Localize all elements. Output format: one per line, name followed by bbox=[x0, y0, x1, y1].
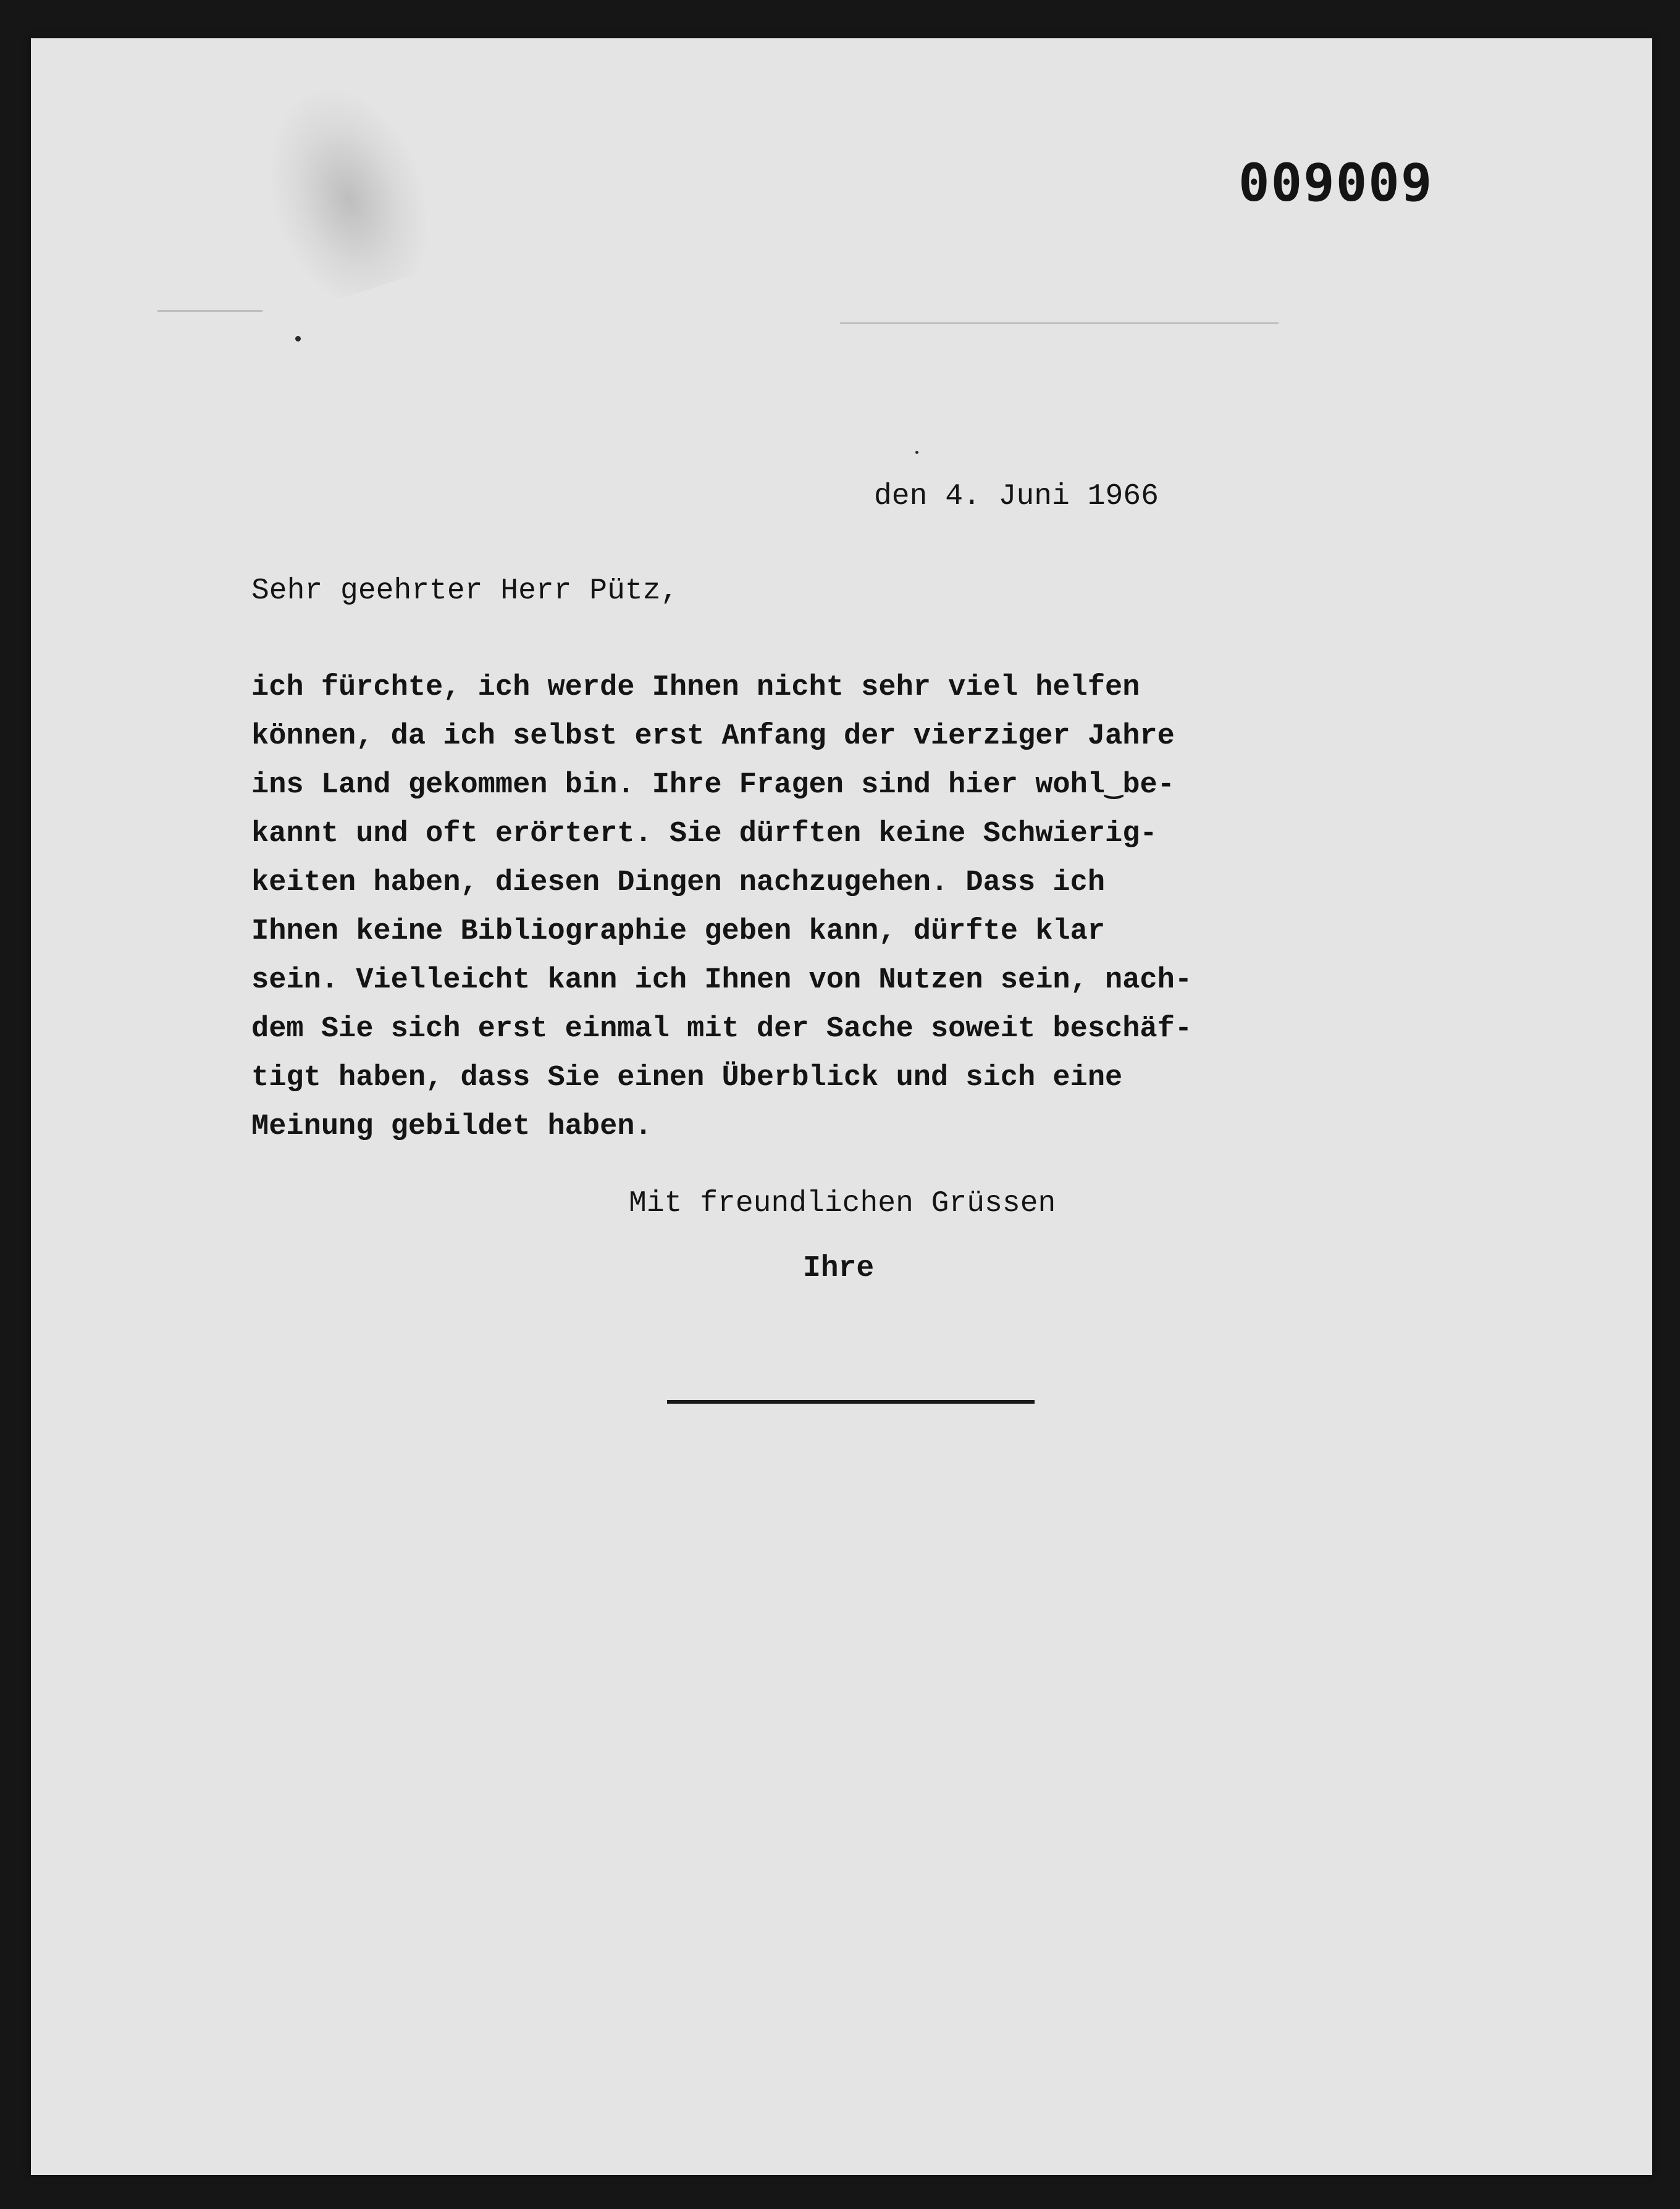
body-line: dem Sie sich erst einmal mit der Sache soweit beschäf- bbox=[251, 1013, 1193, 1046]
body-line: Meinung gebildet haben. bbox=[251, 1110, 652, 1143]
body-line: ins Land gekommen bin. Ihre Fragen sind hier wohl‿be- bbox=[251, 769, 1175, 802]
paper-smudge bbox=[244, 70, 448, 309]
closing-phrase: Mit freundlichen Grüssen bbox=[629, 1187, 1056, 1220]
faint-mark-right bbox=[840, 322, 1279, 324]
body-line: können, da ich selbst erst Anfang der vierziger Jahre bbox=[251, 720, 1175, 753]
body-line: tigt haben, dass Sie einen Überblick und sich eine bbox=[251, 1062, 1123, 1094]
body-line: sein. Vielleicht kann ich Ihnen von Nutzen sein, nach- bbox=[251, 964, 1193, 997]
body-line: ich fürchte, ich werde Ihnen nicht sehr viel helfen bbox=[251, 671, 1140, 704]
faint-mark-left bbox=[158, 310, 262, 312]
closing-name: Ihre bbox=[803, 1252, 875, 1285]
ink-speck bbox=[295, 336, 301, 342]
salutation: Sehr geehrter Herr Pütz, bbox=[251, 574, 679, 608]
document-number: 009009 bbox=[1238, 153, 1434, 213]
signature-line bbox=[667, 1400, 1035, 1404]
ink-speck bbox=[915, 451, 918, 454]
letter-body bbox=[251, 663, 1192, 1151]
body-line: keiten haben, diesen Dingen nachzugehen. Dass ich bbox=[251, 866, 1106, 899]
letter-page bbox=[31, 38, 1652, 2175]
body-line: kannt und oft erörtert. Sie dürften keine Schwierig- bbox=[251, 818, 1157, 850]
letter-date: den 4. Juni 1966 bbox=[874, 480, 1159, 513]
body-line: Ihnen keine Bibliographie geben kann, dürfte klar bbox=[251, 915, 1106, 948]
